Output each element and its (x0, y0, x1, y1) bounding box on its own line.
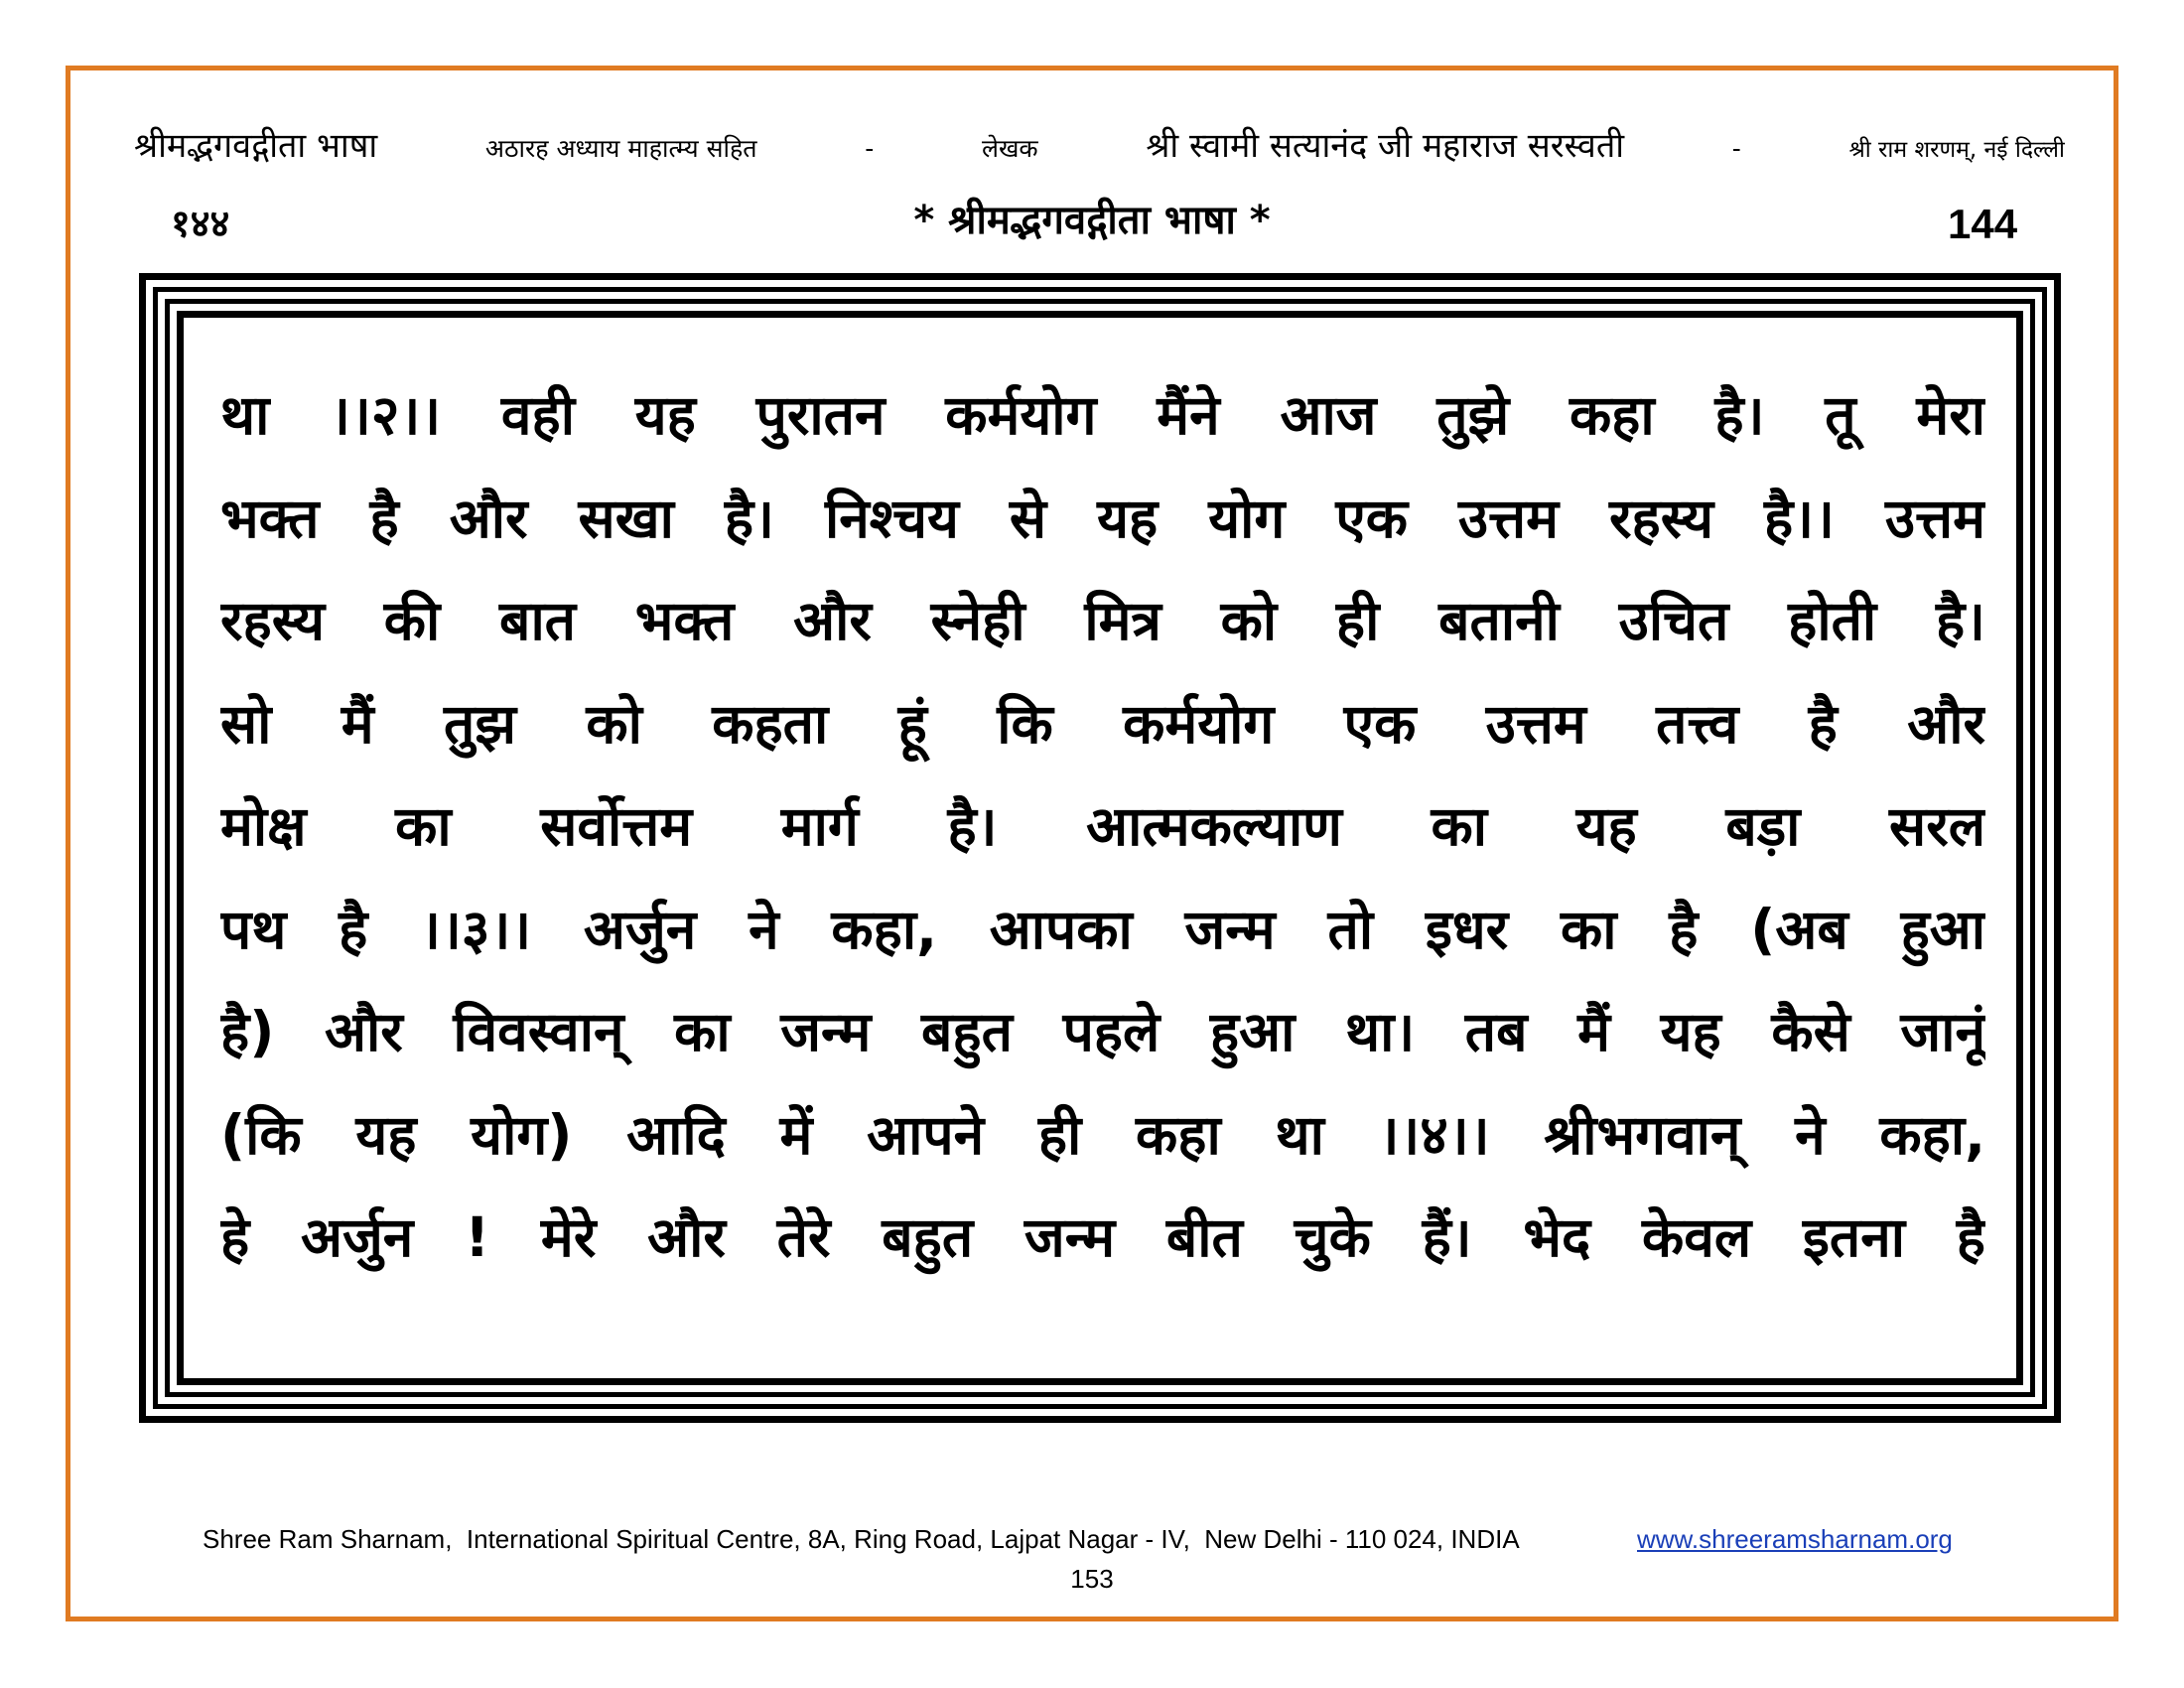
footer-address: Shree Ram Sharnam, International Spiritual Centre, 8A, Ring Road, Lajpat Nagar - IV, New Delhi - 110 024, INDIA (203, 1524, 1520, 1554)
page-number: 144 (1948, 201, 2018, 247)
text-line: पथ है ।।३।। अर्जुन ने कहा, आपका जन्म तो इधर का है (अब हुआ (220, 897, 1985, 961)
author-name: श्री स्वामी सत्यानंद जी महाराज सरस्वती (1146, 126, 1624, 166)
website-link[interactable]: www.shreeramsharnam.org (1637, 1524, 1953, 1554)
book-subtitle: अठारह अध्याय माहात्म्य सहित (484, 134, 757, 163)
text-line: हे अर्जुन ! मेरे और तेरे बहुत जन्म बीत चुके हैं। भेद केवल इतना है (220, 1205, 1985, 1269)
text-line: मोक्ष का सर्वोत्तम मार्ग है। आत्मकल्याण का यह बड़ा सरल (220, 794, 1985, 858)
text-line: रहस्य की बात भक्त और स्नेही मित्र को ही बतानी उचित होती है। (220, 589, 1985, 652)
book-header (134, 121, 2065, 167)
book-title: श्रीमद्भगवद्गीता भाषा (134, 126, 378, 166)
pdf-page-number: 153 (1070, 1564, 1114, 1594)
text-line: था ।।२।। वही यह पुरातन कर्मयोग मैंने आज तुझे कहा है। तू मेरा (220, 383, 1985, 447)
author-label: लेखक (982, 134, 1038, 163)
page-number-devanagari: १४४ (171, 202, 230, 245)
text-line: सो मैं तुझ को कहता हूं कि कर्मयोग एक उत्तम तत्त्व है और (220, 691, 1985, 756)
header-separator: - (865, 134, 875, 163)
text-line: है) और विवस्वान् का जन्म बहुत पहले हुआ था। तब मैं यह कैसे जानूं (220, 1000, 1985, 1063)
running-title: * श्रीमद्भगवद्गीता भाषा * (913, 198, 1271, 243)
text-line: भक्त है और सखा है। निश्चय से यह योग एक उत्तम रहस्य है।। उत्तम (220, 486, 1985, 550)
header-separator: - (1731, 134, 1741, 163)
publisher-name: श्री राम शरणम्, नई दिल्ली (1848, 137, 2065, 163)
text-line: (कि यह योग) आदि में आपने ही कहा था ।।४।। श्रीभगवान् ने कहा, (220, 1102, 1985, 1167)
scripture-text (220, 365, 1985, 1291)
